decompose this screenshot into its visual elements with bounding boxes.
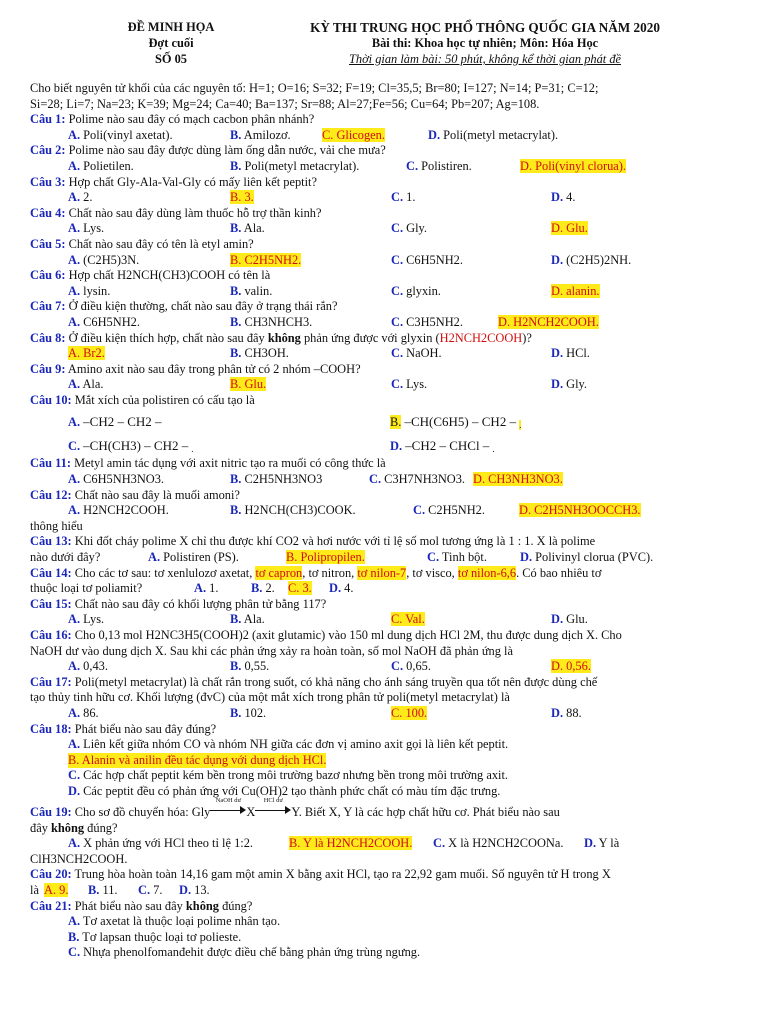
option-a[interactable]: A. 86. bbox=[68, 705, 99, 720]
question-2: Câu 2: Polime nào sau đây được dùng làm ống dẫn nước, vải che mưa? bbox=[30, 143, 386, 158]
option-d[interactable]: D. alanin. bbox=[551, 283, 600, 298]
options-16 bbox=[30, 659, 744, 675]
reaction-arrow: HCl dư bbox=[255, 803, 291, 815]
options-6 bbox=[30, 284, 744, 300]
exam-content bbox=[30, 81, 744, 961]
question-16: Câu 16: Cho 0,13 mol H2NC3H5(COOH)2 (axit glutamic) vào 150 ml dung dịch HCl 2M, thu được dung dịch X. Cho bbox=[30, 628, 622, 642]
option-b[interactable]: B. C2H5NH2. bbox=[230, 252, 302, 267]
option-a[interactable]: A. lysin. bbox=[68, 283, 111, 298]
options-8 bbox=[30, 346, 744, 362]
option-b[interactable]: B. –CH(C6H5) – CH2 – . bbox=[390, 414, 522, 431]
question-14: Câu 14: Cho các tơ sau: tơ xenlulozơ axetat, tơ capron, tơ nitron, tơ nilon-7, tơ visco, tơ nilon-6,6. Có bao nhiêu tơ bbox=[30, 565, 602, 580]
question-15: Câu 15: Chất nào sau đây có khối lượng phân tử bằng 117? bbox=[30, 596, 327, 611]
option-b[interactable]: B. Y là H2NCH2COOH. bbox=[289, 836, 413, 851]
option-c[interactable]: C. 1. bbox=[391, 190, 416, 205]
option-c[interactable]: C. Tinh bột. bbox=[427, 550, 487, 565]
option-b[interactable]: B. C2H5NH3NO3 bbox=[230, 472, 323, 487]
option-d[interactable]: D. 4. bbox=[329, 581, 354, 596]
option-b[interactable]: B. 2. bbox=[251, 581, 275, 596]
options-4 bbox=[30, 221, 744, 237]
option-d[interactable]: D. H2NCH2COOH. bbox=[498, 314, 599, 329]
option-b[interactable]: B. 3. bbox=[230, 190, 254, 205]
option-b[interactable]: B. Tơ lapsan thuộc loại tơ polieste. bbox=[68, 929, 242, 944]
question-17: Câu 17: Poli(metyl metacrylat) là chất rắn trong suốt, có khả năng cho ánh sáng truyền qua tốt nên được dùng chế bbox=[30, 674, 598, 689]
option-a[interactable]: A. X phản ứng với HCl theo tỉ lệ 1:2. bbox=[68, 836, 254, 851]
option-a[interactable]: A. C6H5NH3NO3. bbox=[68, 472, 165, 487]
intro-line: Si=28; Li=7; Na=23; K=39; Mg=24; Ca=40; Ba=137; Sr=88; Al=27;Fe=56; Cu=64; Pb=207; Ag=108. bbox=[30, 96, 540, 111]
question-21: Câu 21: Phát biểu nào sau đây không đúng? bbox=[30, 898, 253, 913]
option-d[interactable]: D. 4. bbox=[551, 190, 576, 205]
options-13: nào dưới đây? A. Polistiren (PS). B. Polipropilen. C. Tinh bột. D. Polivinyl clorua (PVC). bbox=[30, 550, 654, 565]
option-b[interactable]: B. CH3OH. bbox=[230, 346, 289, 361]
question-17-cont: tạo thủy tinh hữu cơ. Khối lượng (đvC) của một mắt xích trong phân tử poli(metyl metacrylat) là bbox=[30, 690, 510, 705]
options-12 bbox=[30, 503, 744, 519]
option-c[interactable]: C. 100. bbox=[391, 705, 428, 720]
exam-time: Thời gian làm bài: 50 phút, không kể thời gian phát đề bbox=[348, 52, 622, 66]
option-c[interactable]: C. NaOH. bbox=[391, 346, 442, 361]
option-b[interactable]: B. valin. bbox=[230, 283, 273, 298]
option-c[interactable]: C. C3H7NH3NO3. bbox=[369, 472, 466, 487]
question-7: Câu 7: Ở điều kiện thường, chất nào sau đây ở trạng thái rắn? bbox=[30, 299, 338, 314]
option-a[interactable]: A. 2. bbox=[68, 190, 93, 205]
exam-number: SỐ 05 bbox=[154, 52, 188, 66]
option-d[interactable]: D. 13. bbox=[179, 882, 210, 897]
option-b[interactable]: B. Glu. bbox=[230, 377, 267, 392]
question-13: Câu 13: Khi đốt cháy polime X chỉ thu được khí CO2 và hơi nước với tỉ lệ số mol tương ứng là 1 : 1. X là polime bbox=[30, 534, 596, 549]
option-d[interactable]: D. –CH2 – CHCl – . bbox=[390, 438, 495, 455]
option-d[interactable]: D. Poli(metyl metacrylat). bbox=[428, 127, 559, 142]
question-8: Câu 8: Ở điều kiện thích hợp, chất nào sau đây không phản ứng được với glyxin (H2NCH2COOH)? bbox=[30, 330, 532, 345]
option-c[interactable]: C. Các hợp chất peptit kém bền trong môi trường bazơ nhưng bền trong môi trường axit. bbox=[68, 768, 509, 783]
reaction-arrow: NaOH dư bbox=[210, 803, 246, 815]
option-a[interactable]: A. 0,43. bbox=[68, 659, 108, 674]
option-a[interactable]: A. Ala. bbox=[68, 377, 104, 392]
option-a[interactable]: A. Lys. bbox=[68, 612, 105, 627]
option-a[interactable]: A. H2NCH2COOH. bbox=[68, 503, 169, 518]
option-a[interactable]: A. C6H5NH2. bbox=[68, 314, 140, 329]
question-11: Câu 11: Metyl amin tác dụng với axit nitric tạo ra muối có công thức là bbox=[30, 456, 386, 471]
question-19-cont: đây không đúng? bbox=[30, 820, 118, 835]
option-b[interactable]: B. CH3NHCH3. bbox=[230, 314, 313, 329]
option-a[interactable]: A. Tơ axetat là thuộc loại polime nhân tạo. bbox=[68, 914, 281, 929]
option-c[interactable]: C. C3H5NH2. bbox=[391, 314, 463, 329]
option-a[interactable]: A. –CH2 – CH2 – bbox=[68, 414, 162, 430]
option-b[interactable]: B. Amilozơ. bbox=[230, 127, 291, 142]
exam-subject: Bài thi: Khoa học tự nhiên; Môn: Hóa Học bbox=[371, 36, 599, 50]
option-a[interactable]: A. Liên kết giữa nhóm CO và nhóm NH giữa các đơn vị amino axit gọi là liên kết peptit. bbox=[68, 737, 509, 752]
option-a[interactable]: A. (C2H5)3N. bbox=[68, 252, 140, 267]
option-b[interactable]: B. 11. bbox=[88, 882, 118, 897]
option-b[interactable]: B. Poli(metyl metacrylat). bbox=[230, 158, 360, 173]
option-d[interactable]: D. 88. bbox=[551, 705, 582, 720]
question-10: Câu 10: Mắt xích của polistiren có cấu tạo là bbox=[30, 392, 255, 407]
option-a[interactable]: A. Poli(vinyl axetat). bbox=[68, 127, 173, 142]
option-c[interactable]: C. C6H5NH2. bbox=[391, 252, 463, 267]
option-b[interactable]: B. Alanin và anilin đều tác dụng với dung dịch HCl. bbox=[68, 752, 327, 767]
question-5: Câu 5: Chất nào sau đây có tên là etyl amin? bbox=[30, 236, 254, 251]
options-19 bbox=[30, 836, 744, 852]
options-7 bbox=[30, 315, 744, 331]
options-17 bbox=[30, 706, 744, 722]
option-d[interactable]: D. Glu. bbox=[551, 612, 588, 627]
option-c[interactable]: C. 3. bbox=[288, 581, 312, 596]
options-15 bbox=[30, 612, 744, 628]
option-c[interactable]: C. 7. bbox=[138, 882, 163, 897]
question-20: Câu 20: Trung hòa hoàn toàn 14,16 gam một amin X bằng axit HCl, tạo ra 22,92 gam muối. Số nguyên tử H trong X bbox=[30, 867, 611, 882]
exam-header bbox=[0, 20, 768, 72]
option-d[interactable]: D. Poli(vinyl clorua). bbox=[520, 158, 626, 173]
options-14: thuộc loại tơ poliamit? A. 1. B. 2. C. 3. D. 4. bbox=[30, 581, 354, 596]
options-20: là A. 9. B. 11. C. 7. D. 13. bbox=[30, 882, 210, 897]
options-5 bbox=[30, 253, 744, 269]
round-label: Đợt cuối bbox=[148, 36, 194, 50]
option-c[interactable]: C. X là H2NCH2COONa. bbox=[433, 836, 564, 851]
option-d[interactable]: D. Y là bbox=[584, 836, 620, 851]
option-d[interactable]: D. 0,56. bbox=[551, 659, 591, 674]
option-b[interactable]: B. Ala. bbox=[230, 612, 265, 627]
option-d[interactable]: D. HCl. bbox=[551, 346, 590, 361]
option-d[interactable]: D. Polivinyl clorua (PVC). bbox=[520, 550, 654, 565]
section-label: thông hiểu bbox=[30, 518, 83, 533]
options-11 bbox=[30, 472, 744, 488]
question-1: Câu 1: Polime nào sau đây có mạch cacbon phân nhánh? bbox=[30, 112, 315, 127]
options-1 bbox=[30, 128, 744, 144]
question-9: Câu 9: Amino axit nào sau đây trong phân tử có 2 nhóm –COOH? bbox=[30, 361, 361, 376]
option-d[interactable]: D. CH3NH3NO3. bbox=[473, 472, 563, 487]
option-c[interactable]: C. Polistiren. bbox=[406, 158, 472, 173]
question-12: Câu 12: Chất nào sau đây là muối amoni? bbox=[30, 487, 240, 502]
option-a[interactable]: A. Lys. bbox=[68, 221, 105, 236]
options-10-row2 bbox=[30, 432, 744, 456]
option-d-cont: ClH3NCH2COOH. bbox=[30, 851, 128, 866]
option-c[interactable]: C. C2H5NH2. bbox=[413, 503, 485, 518]
option-a[interactable]: A. Br2. bbox=[68, 346, 105, 361]
option-c[interactable]: C. –CH(CH3) – CH2 – . bbox=[68, 438, 194, 455]
question-6: Câu 6: Hợp chất H2NCH(CH3)COOH có tên là bbox=[30, 268, 271, 283]
question-4: Câu 4: Chất nào sau đây dùng làm thuốc hỗ trợ thần kinh? bbox=[30, 205, 322, 220]
option-b[interactable]: B. 102. bbox=[230, 705, 267, 720]
option-b[interactable]: B. Ala. bbox=[230, 221, 265, 236]
option-c[interactable]: C. glyxin. bbox=[391, 283, 441, 298]
question-18: Câu 18: Phát biểu nào sau đây đúng? bbox=[30, 721, 217, 736]
exam-label: ĐỀ MINH HỌA bbox=[127, 20, 215, 34]
option-a[interactable]: A. 9. bbox=[44, 882, 69, 897]
option-a[interactable]: A. Polietilen. bbox=[68, 158, 134, 173]
option-c[interactable]: C. Glicogen. bbox=[322, 127, 385, 142]
option-c[interactable]: C. Nhựa phenolfomanđehit được điều chế bằng phản ứng trùng ngưng. bbox=[68, 945, 421, 960]
option-b[interactable]: B. Polipropilen. bbox=[286, 550, 365, 565]
option-d[interactable]: D. Gly. bbox=[551, 377, 588, 392]
option-d[interactable]: D. Glu. bbox=[551, 221, 588, 236]
option-b[interactable]: B. 0,55. bbox=[230, 659, 270, 674]
option-c[interactable]: C. Lys. bbox=[391, 377, 428, 392]
option-a[interactable]: A. 1. bbox=[194, 581, 219, 596]
option-c[interactable]: C. Val. bbox=[391, 612, 425, 627]
question-19: Câu 19: Cho sơ đồ chuyển hóa: Gly NaOH dư X HCl dư Y. Biết X, Y là các hợp chất hữu cơ. Phát biểu nào sau bbox=[30, 796, 560, 819]
option-b[interactable]: B. H2NCH(CH3)COOK. bbox=[230, 503, 356, 518]
options-9 bbox=[30, 377, 744, 393]
options-3 bbox=[30, 190, 744, 206]
option-d[interactable]: D. (C2H5)2NH. bbox=[551, 252, 632, 267]
options-10-row1 bbox=[30, 408, 744, 432]
option-d[interactable]: D. Các peptit đều có phản ứng với Cu(OH)2 tạo thành phức chất có màu tím đặc trưng. bbox=[68, 783, 501, 798]
question-3: Câu 3: Hợp chất Gly-Ala-Val-Gly có mấy liên kết peptit? bbox=[30, 174, 318, 189]
question-16-cont: NaOH dư vào dung dịch X. Sau khi các phản ứng xảy ra hoàn toàn, số mol NaOH đã phản ứng là bbox=[30, 643, 513, 658]
option-c[interactable]: C. Gly. bbox=[391, 221, 428, 236]
exam-title: KỲ THI TRUNG HỌC PHỔ THÔNG QUỐC GIA NĂM 2020 bbox=[310, 20, 660, 35]
option-d[interactable]: D. C2H5NH3OOCCH3. bbox=[519, 503, 641, 518]
option-c[interactable]: C. 0,65. bbox=[391, 659, 431, 674]
options-2 bbox=[30, 159, 744, 175]
intro-line: Cho biết nguyên tử khối của các nguyên tố: H=1; O=16; S=32; F=19; Cl=35,5; Br=80; I=127; N=14; P=31; C=12; bbox=[30, 81, 599, 95]
option-a[interactable]: A. Polistiren (PS). bbox=[148, 550, 239, 565]
